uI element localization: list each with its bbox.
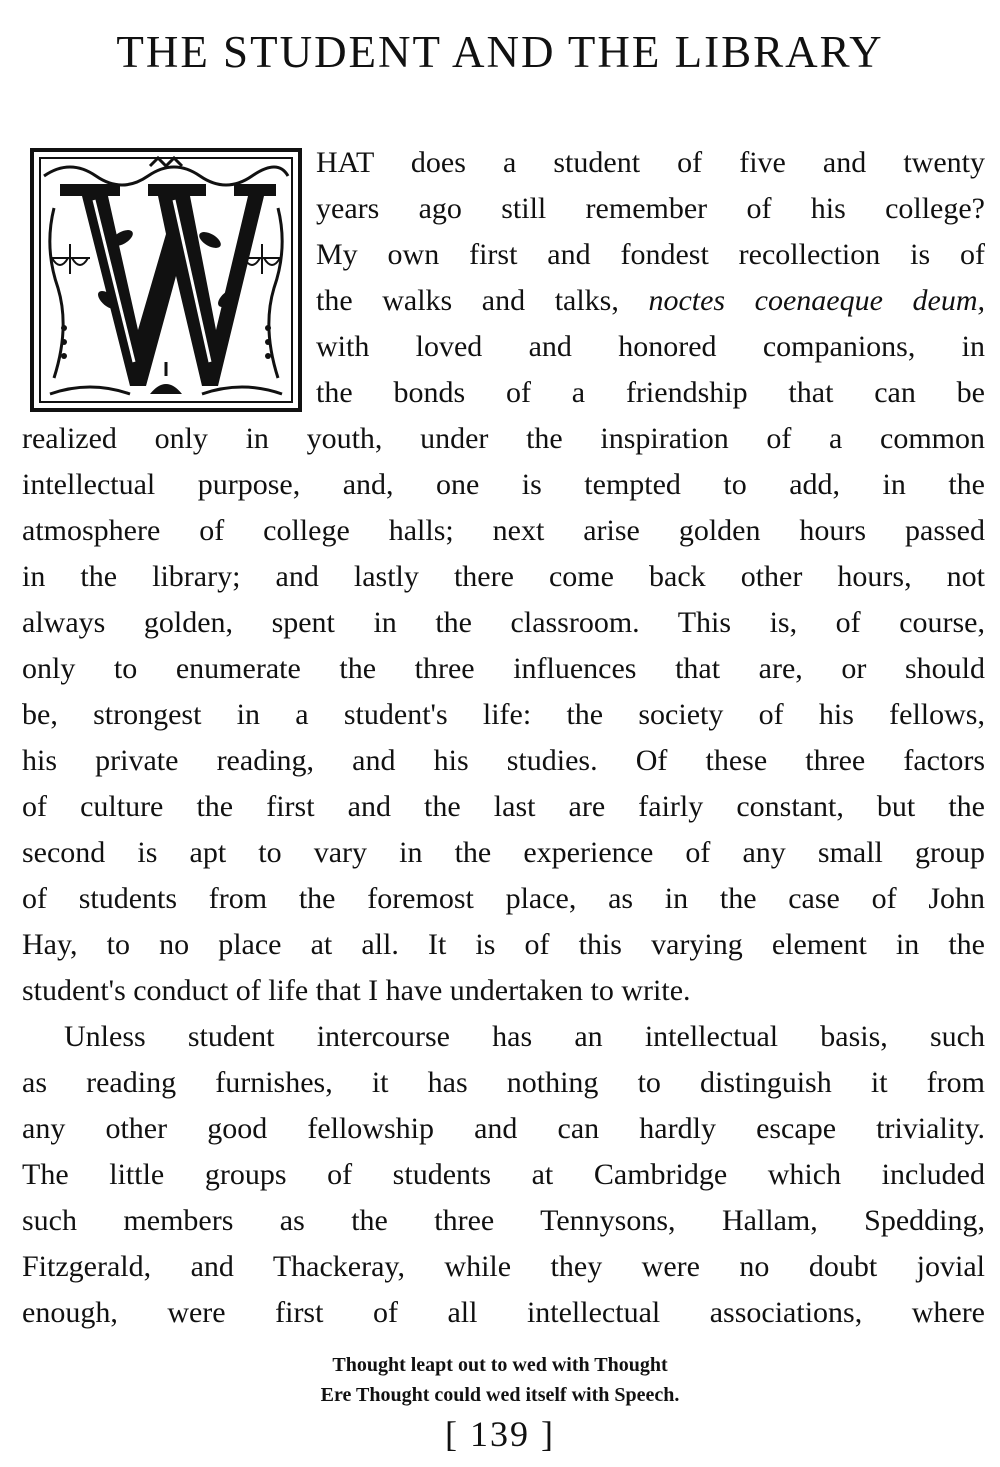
text-line: enough, were first of all intellectual associations, where [22,1296,985,1329]
latin-phrase: noctes coenaeque deum, [648,284,985,317]
text-line: only to enumerate the three influences that are, or should [22,652,985,685]
text-line: student's conduct of life that I have undertaken to write. [22,974,691,1007]
text-line [316,278,985,324]
text-line: the bonds of a friendship that can be [316,376,985,409]
verse-line: Ere Thought could wed itself with Speech. [320,1384,680,1406]
text-line: Fitzgerald, and Thackeray, while they were no doubt jovial [22,1250,985,1283]
verse-line: Thought leapt out to wed with Thought [332,1354,668,1376]
text-line-roman: the walks and talks, [316,284,649,317]
paragraph-2 [22,1014,985,1336]
text-line: atmosphere of college halls; next arise golden hours passed [22,514,985,547]
paragraph-1 [22,140,985,1014]
text-line: always golden, spent in the classroom. This is, of course, [22,606,985,639]
text-line: with loved and honored companions, in [316,330,985,363]
text-line: HAT does a student of five and twenty [316,146,985,179]
text-line: realized only in youth, under the inspiration of a common [22,422,985,455]
verse-quotation [0,1350,1000,1410]
text-line: The little groups of students at Cambridge which included [22,1158,985,1191]
text-line: as reading furnishes, it has nothing to distinguish it from [22,1066,985,1099]
text-line: of culture the first and the last are fairly constant, but the [22,790,985,823]
text-line: years ago still remember of his college? [316,192,985,225]
text-line: Hay, to no place at all. It is of this varying element in the [22,928,985,961]
text-line: intellectual purpose, and, one is tempted to add, in the [22,468,985,501]
text-line: his private reading, and his studies. Of these three factors [22,744,985,777]
text-line: any other good fellowship and can hardly escape triviality. [22,1112,985,1145]
text-line: such members as the three Tennysons, Hallam, Spedding, [22,1204,985,1237]
text-line: in the library; and lastly there come back other hours, not [22,560,985,593]
text-line: My own first and fondest recollection is of [316,238,985,271]
running-title: THE STUDENT AND THE LIBRARY [116,27,884,77]
text-line: be, strongest in a student's life: the society of his fellows, [22,698,985,731]
text-line: Unless student intercourse has an intellectual basis, such [64,1020,985,1053]
text-line: of students from the foremost place, as in the case of John [22,882,985,915]
page-number: [ 139 ] [445,1414,555,1454]
body-text [22,140,985,1336]
text-line: second is apt to vary in the experience of any small group [22,836,985,869]
